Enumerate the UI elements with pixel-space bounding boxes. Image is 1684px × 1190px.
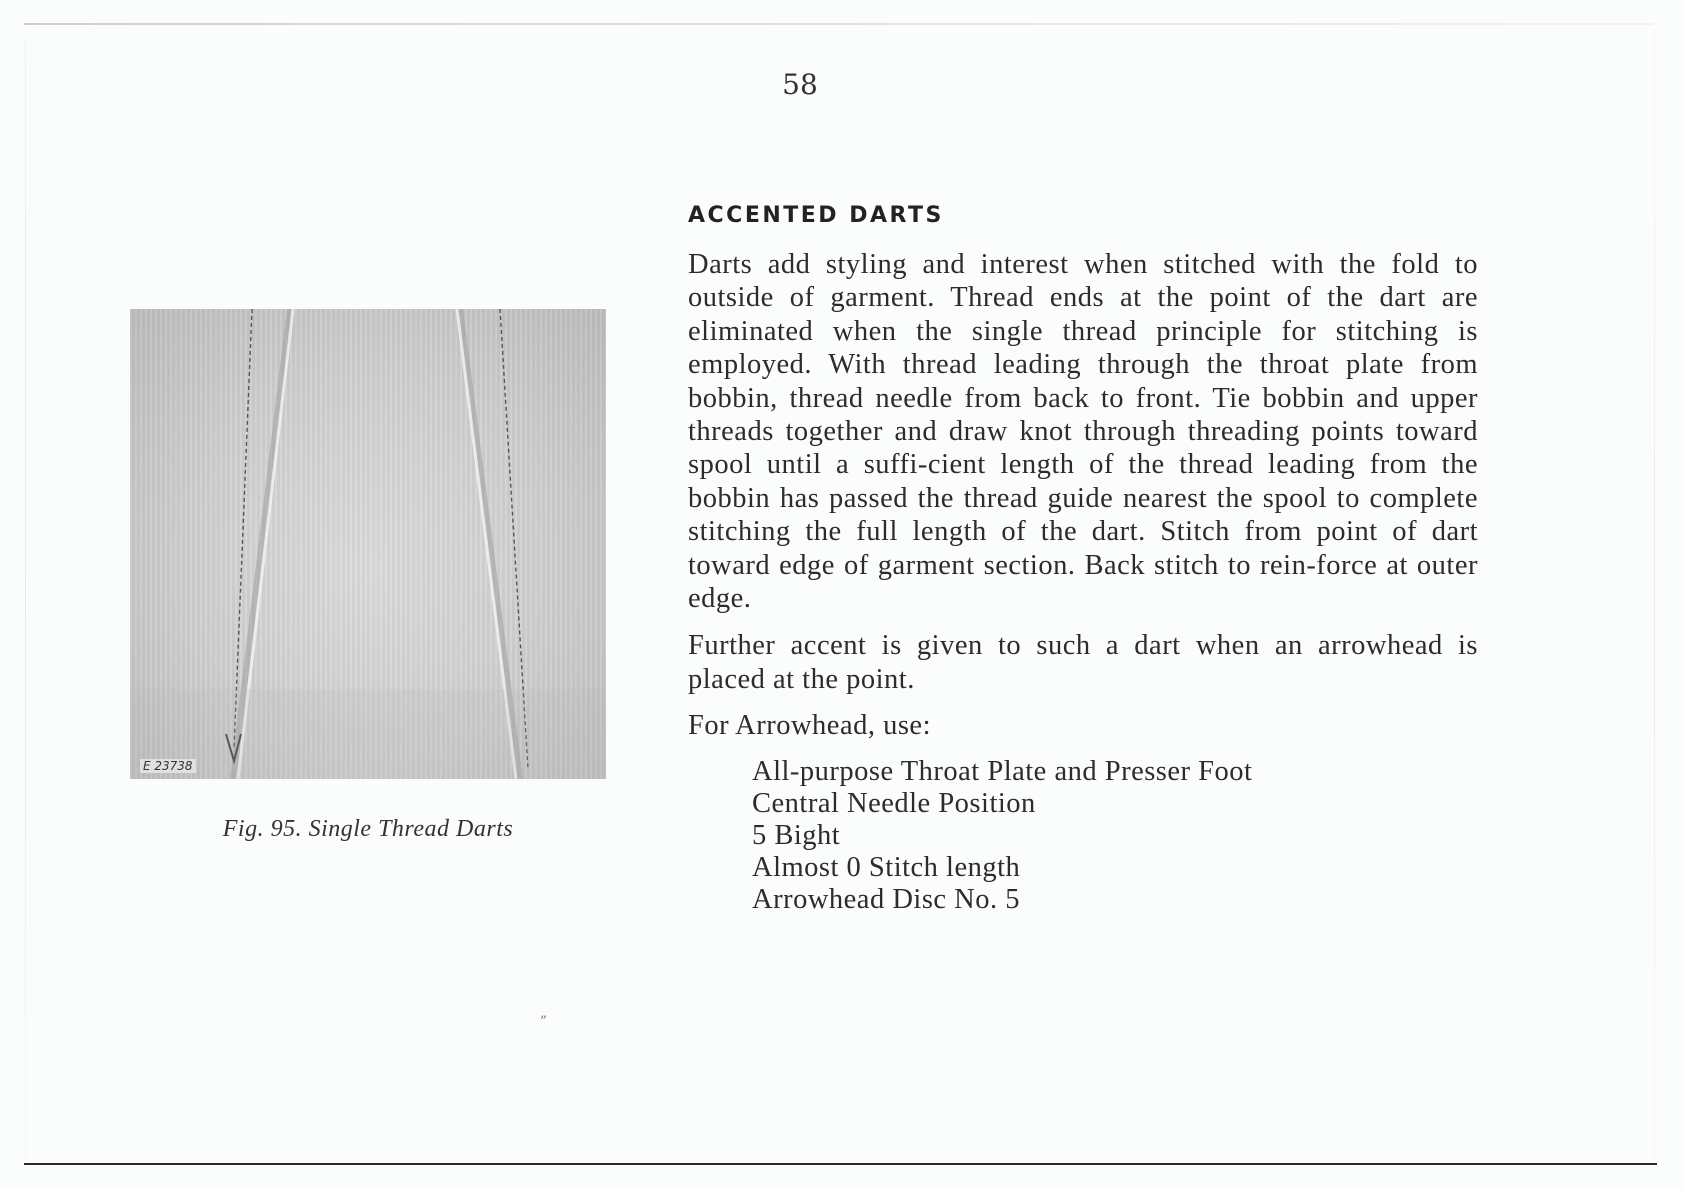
dart-photo — [130, 309, 606, 779]
accent-paragraph: Further accent is given to such a dart when an arrowhead is placed at the point. — [688, 630, 1478, 695]
list-item: Central Needle Position — [752, 787, 1036, 819]
section-body — [688, 248, 1478, 916]
top-border-line — [24, 23, 1654, 25]
page-number: 58 — [782, 68, 818, 101]
right-border-line — [1654, 30, 1655, 1160]
dart-illustration — [130, 309, 606, 779]
instruction-paragraph: Darts add styling and interest when stitched with the fold to outside of garment. Thread ends at the point of the dart are eliminated when the single thread principle for stitching is employed. With thread leading through the throat plate from bobbin, thread needle from back to front. Tie bobbin and upper threads together and draw knot through threading points toward spool until a suffi-cient length of the thread leading from the bobbin has passed the thread guide nearest the spool to complete stitching the full length of the dart. Stitch from point of dart toward edge of garment section. Back stitch to rein-force at outer edge. — [688, 249, 1478, 615]
figure-caption: Fig. 95. Single Thread Darts — [222, 816, 514, 842]
list-item: Arrowhead Disc No. 5 — [752, 883, 1021, 915]
bottom-border-line — [24, 1163, 1657, 1165]
section-heading: ACCENTED DARTS — [688, 203, 944, 228]
list-item: Almost 0 Stitch length — [752, 851, 1021, 883]
list-item: All-purpose Throat Plate and Presser Foot — [752, 755, 1253, 787]
list-item: 5 Bight — [752, 819, 841, 851]
paper-speck: „ — [540, 1005, 548, 1021]
figure-code: E 23738 — [140, 759, 196, 773]
arrowhead-settings-list — [688, 756, 1478, 916]
left-border-line — [25, 40, 26, 1160]
arrowhead-list-intro: For Arrowhead, use: — [688, 710, 931, 742]
